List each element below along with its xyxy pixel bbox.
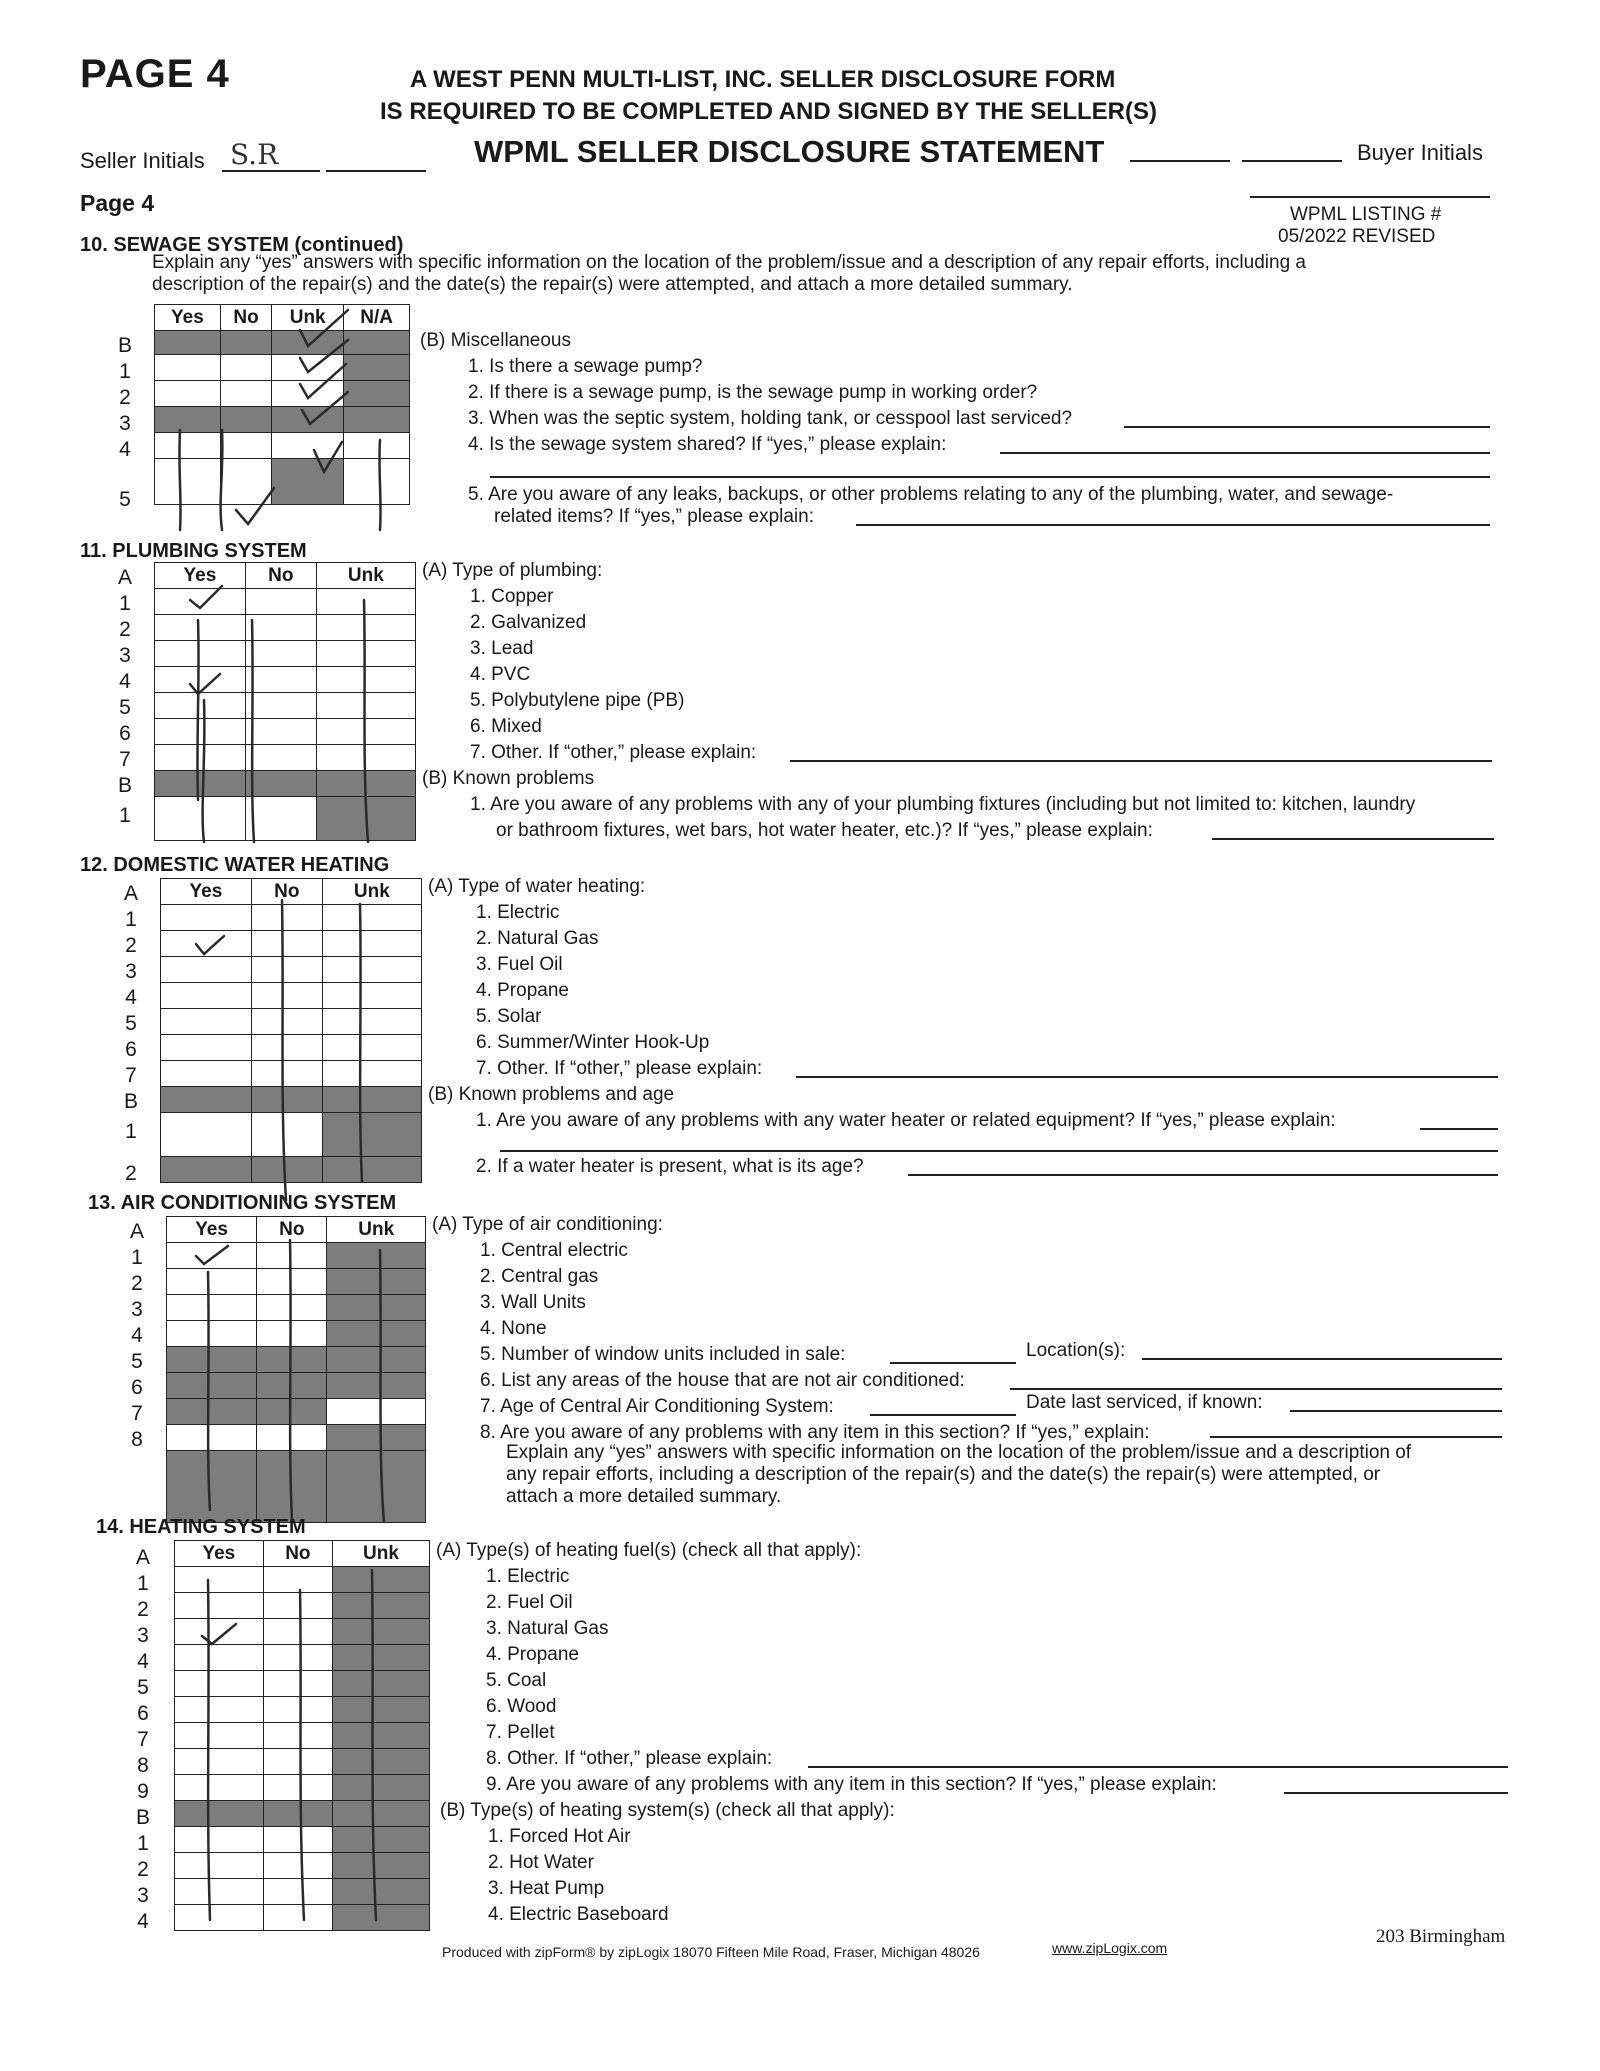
check-mark: [196, 1246, 228, 1264]
check-mark: [196, 936, 224, 954]
ac-sub-a: (A) Type of air conditioning:: [432, 1214, 663, 1235]
row-letter: 1: [131, 1246, 143, 1269]
water-heating-item: 6. Summer/Winter Hook-Up: [476, 1032, 710, 1053]
row-letter: A: [123, 882, 138, 905]
col-unk: Unk: [332, 1541, 429, 1567]
row-letter: 7: [119, 748, 131, 771]
water-heating-sub-a: (A) Type of water heating:: [428, 876, 646, 897]
sewage-q5a: 5. Are you aware of any leaks, backups, or other problems relating to any of the plumbing, water, and sewage-: [468, 484, 1394, 505]
heating-item: 3. Natural Gas: [486, 1618, 609, 1639]
row-letter: A: [135, 1546, 150, 1569]
ac-item: 4. None: [480, 1318, 547, 1339]
vertical-stroke: [282, 900, 286, 1200]
row-letter: 1: [137, 1572, 149, 1595]
water-heating-item: 7. Other. If “other,” please explain:: [476, 1058, 763, 1079]
col-unk: Unk: [322, 879, 421, 905]
row-letter: 8: [131, 1428, 143, 1451]
row-letter: 3: [125, 960, 137, 983]
vertical-stroke: [290, 1240, 292, 1520]
header-line-2: IS REQUIRED TO BE COMPLETED AND SIGNED BY THE SELLER(S): [380, 98, 1157, 125]
heating-item: 8. Other. If “other,” please explain:: [486, 1748, 773, 1769]
plumbing-item: 5. Polybutylene pipe (PB): [470, 690, 685, 711]
row-letter: 1: [125, 908, 137, 931]
row-letter: B: [135, 1806, 150, 1829]
check-mark: [190, 674, 220, 694]
row-letter: 4: [119, 438, 131, 461]
row-letter: 2: [131, 1272, 143, 1295]
row-letter: 1: [119, 592, 131, 615]
ac-q7: 7. Age of Central Air Conditioning System:: [480, 1396, 834, 1417]
plumbing-item: 7. Other. If “other,” please explain:: [470, 742, 757, 763]
seller-initials-value: S.R: [230, 138, 279, 171]
col-yes: Yes: [155, 305, 221, 331]
ac-q8: 8. Are you aware of any problems with any item in this section? If “yes,” explain:: [480, 1422, 1150, 1443]
sewage-q2: 2. If there is a sewage pump, is the sewage pump in working order?: [468, 382, 1038, 403]
row-letter: B: [117, 334, 132, 357]
row-letter: 2: [137, 1598, 149, 1621]
water-heating-b2: 2. If a water heater is present, what is its age?: [476, 1156, 864, 1177]
ac-q6: 6. List any areas of the house that are not air conditioned:: [480, 1370, 965, 1391]
sewage-q3: 3. When was the septic system, holding tank, or cesspool last serviced?: [468, 408, 1073, 429]
plumbing-sub-a: (A) Type of plumbing:: [422, 560, 603, 581]
ac-note-1: Explain any “yes” answers with specific information on the location of the problem/issue and a description of: [506, 1442, 1412, 1463]
row-letter: 5: [119, 488, 131, 511]
page-label: PAGE 4: [80, 52, 230, 96]
row-letter: 1: [119, 360, 131, 383]
ac-q5: 5. Number of window units included in sale:: [480, 1344, 846, 1365]
row-letter: 1: [125, 1120, 137, 1143]
row-letter: 1: [119, 804, 131, 827]
row-letter: 4: [119, 670, 131, 693]
plumbing-item: 1. Copper: [470, 586, 554, 607]
vertical-stroke: [221, 430, 223, 530]
check-mark: [190, 586, 222, 608]
row-letter: 4: [137, 1910, 149, 1933]
water-heating-sub-b: (B) Known problems and age: [428, 1084, 675, 1105]
water-heating-heading: 12. DOMESTIC WATER HEATING: [80, 854, 390, 876]
vertical-stroke: [372, 1570, 376, 1920]
check-mark: [202, 1624, 236, 1644]
listing-label: WPML LISTING #: [1290, 204, 1442, 225]
page-subtitle: Page 4: [80, 190, 155, 216]
heating-item: 9. Are you aware of any problems with any item in this section? If “yes,” please explain:: [486, 1774, 1217, 1795]
heating-item: 1. Electric: [486, 1566, 570, 1587]
heating-sub-b: (B) Type(s) of heating system(s) (check all that apply):: [440, 1800, 895, 1821]
water-heating-item: 3. Fuel Oil: [476, 954, 563, 975]
heating-item: 6. Wood: [486, 1696, 557, 1717]
check-mark: [314, 442, 342, 472]
plumbing-heading: 11. PLUMBING SYSTEM: [80, 540, 307, 562]
vertical-stroke: [252, 620, 254, 842]
ac-item: 1. Central electric: [480, 1240, 628, 1261]
row-letter: 4: [137, 1650, 149, 1673]
row-letter: 4: [131, 1324, 143, 1347]
col-yes: Yes: [167, 1217, 257, 1243]
revised-date: 05/2022 REVISED: [1278, 226, 1436, 247]
row-letter: 5: [125, 1012, 137, 1035]
heating-b-item: 4. Electric Baseboard: [488, 1904, 669, 1925]
row-letter: 3: [137, 1884, 149, 1907]
row-letter: A: [129, 1220, 144, 1243]
vertical-stroke: [360, 904, 362, 1182]
col-unk: Unk: [316, 563, 415, 589]
row-letter: 6: [125, 1038, 137, 1061]
sewage-intro-1: Explain any “yes” answers with specific information on the location of the problem/issue and a description of any repair efforts, including a: [152, 252, 1306, 273]
heating-item: 5. Coal: [486, 1670, 547, 1691]
col-no: No: [245, 563, 316, 589]
plumbing-item: 6. Mixed: [470, 716, 542, 737]
row-letter: 6: [137, 1702, 149, 1725]
heating-heading: 14. HEATING SYSTEM: [96, 1516, 306, 1538]
footer-produced: Produced with zipForm® by zipLogix 18070 Fifteen Mile Road, Fraser, Michigan 48026: [442, 1944, 980, 1960]
col-yes: Yes: [161, 879, 252, 905]
row-letter: 7: [131, 1402, 143, 1425]
row-letter: 2: [137, 1858, 149, 1881]
row-letter: 5: [119, 696, 131, 719]
ac-item: 3. Wall Units: [480, 1292, 586, 1313]
ac-item: 2. Central gas: [480, 1266, 599, 1287]
plumbing-b1a: 1. Are you aware of any problems with any of your plumbing fixtures (including but not limited to: kitchen, laundry: [470, 794, 1416, 815]
check-mark: [300, 310, 348, 346]
water-heating-b1: 1. Are you aware of any problems with any water heater or related equipment? If “yes,” please explain:: [476, 1110, 1336, 1131]
col-no: No: [220, 305, 271, 331]
ac-heading: 13. AIR CONDITIONING SYSTEM: [88, 1192, 397, 1214]
row-letter: 2: [125, 1162, 137, 1185]
sewage-intro-2: description of the repair(s) and the date(s) the repair(s) were attempted, and attach a more detailed summary.: [152, 274, 1073, 295]
col-no: No: [257, 1217, 327, 1243]
heating-sub-a: (A) Type(s) of heating fuel(s) (check all that apply):: [436, 1540, 862, 1561]
col-unk: Unk: [327, 1217, 426, 1243]
vertical-stroke: [179, 430, 180, 530]
sewage-q5b: related items? If “yes,” please explain:: [494, 506, 814, 527]
water-heating-item: 4. Propane: [476, 980, 569, 1001]
vertical-stroke: [364, 600, 368, 842]
check-mark: [236, 488, 274, 524]
row-letter: 6: [131, 1376, 143, 1399]
row-letter: 7: [125, 1064, 137, 1087]
sewage-q1: 1. Is there a sewage pump?: [468, 356, 703, 377]
row-letter: B: [117, 774, 132, 797]
row-letter: 3: [119, 412, 131, 435]
row-letter: 6: [119, 722, 131, 745]
form-title: WPML SELLER DISCLOSURE STATEMENT: [474, 134, 1105, 169]
vertical-stroke: [300, 1590, 304, 1920]
ac-q5-location: Location(s):: [1026, 1340, 1126, 1361]
row-letter: 5: [131, 1350, 143, 1373]
vertical-stroke: [208, 1272, 210, 1510]
sewage-sub-b: (B) Miscellaneous: [420, 330, 571, 351]
col-na: N/A: [344, 305, 410, 331]
footer-address: 203 Birmingham: [1376, 1926, 1506, 1947]
col-unk: Unk: [272, 305, 344, 331]
heating-item: 7. Pellet: [486, 1722, 555, 1743]
col-no: No: [263, 1541, 332, 1567]
row-letter: 3: [137, 1624, 149, 1647]
row-letter: B: [123, 1090, 138, 1113]
ac-q7-date: Date last serviced, if known:: [1026, 1392, 1263, 1413]
water-heating-item: 2. Natural Gas: [476, 928, 599, 949]
row-letter: 3: [119, 644, 131, 667]
heating-item: 4. Propane: [486, 1644, 579, 1665]
col-yes: Yes: [175, 1541, 264, 1567]
heating-b-item: 1. Forced Hot Air: [488, 1826, 631, 1847]
water-heating-item: 1. Electric: [476, 902, 560, 923]
sewage-q4: 4. Is the sewage system shared? If “yes,” please explain:: [468, 434, 947, 455]
row-letter: 2: [119, 618, 131, 641]
row-letter: 4: [125, 986, 137, 1009]
col-no: No: [251, 879, 322, 905]
plumbing-b1b: or bathroom fixtures, wet bars, hot water heater, etc.)? If “yes,” please explain:: [496, 820, 1153, 841]
vertical-stroke: [208, 1580, 210, 1920]
row-letter: 2: [119, 386, 131, 409]
heating-b-item: 2. Hot Water: [488, 1852, 594, 1873]
seller-initials-label: Seller Initials: [80, 148, 205, 173]
row-letter: 8: [137, 1754, 149, 1777]
footer-url[interactable]: www.zipLogix.com: [1052, 1940, 1168, 1956]
ac-note-2: any repair efforts, including a description of the repair(s) and the date(s) the repair(s) were attempted, or: [506, 1464, 1381, 1485]
plumbing-sub-b: (B) Known problems: [422, 768, 595, 789]
plumbing-item: 3. Lead: [470, 638, 534, 659]
buyer-initials-label: Buyer Initials: [1357, 140, 1483, 165]
sewage-heading: 10. SEWAGE SYSTEM (continued): [80, 234, 404, 256]
vertical-stroke: [197, 620, 198, 800]
heating-item: 2. Fuel Oil: [486, 1592, 573, 1613]
heating-b-item: 3. Heat Pump: [488, 1878, 605, 1899]
header-line-1: A WEST PENN MULTI-LIST, INC. SELLER DISCLOSURE FORM: [410, 66, 1116, 93]
plumbing-item: 4. PVC: [470, 664, 531, 685]
row-letter: 3: [131, 1298, 143, 1321]
row-letter: 1: [137, 1832, 149, 1855]
col-yes: Yes: [155, 563, 246, 589]
vertical-stroke: [379, 440, 380, 530]
row-letter: 5: [137, 1676, 149, 1699]
vertical-stroke: [380, 1250, 384, 1522]
water-heating-item: 5. Solar: [476, 1006, 542, 1027]
vertical-stroke: [203, 700, 205, 842]
ac-note-3: attach a more detailed summary.: [506, 1486, 782, 1507]
row-letter: 7: [137, 1728, 149, 1751]
plumbing-item: 2. Galvanized: [470, 612, 587, 633]
row-letter: 9: [137, 1780, 149, 1803]
row-letter: 2: [125, 934, 137, 957]
row-letter: A: [117, 566, 132, 589]
